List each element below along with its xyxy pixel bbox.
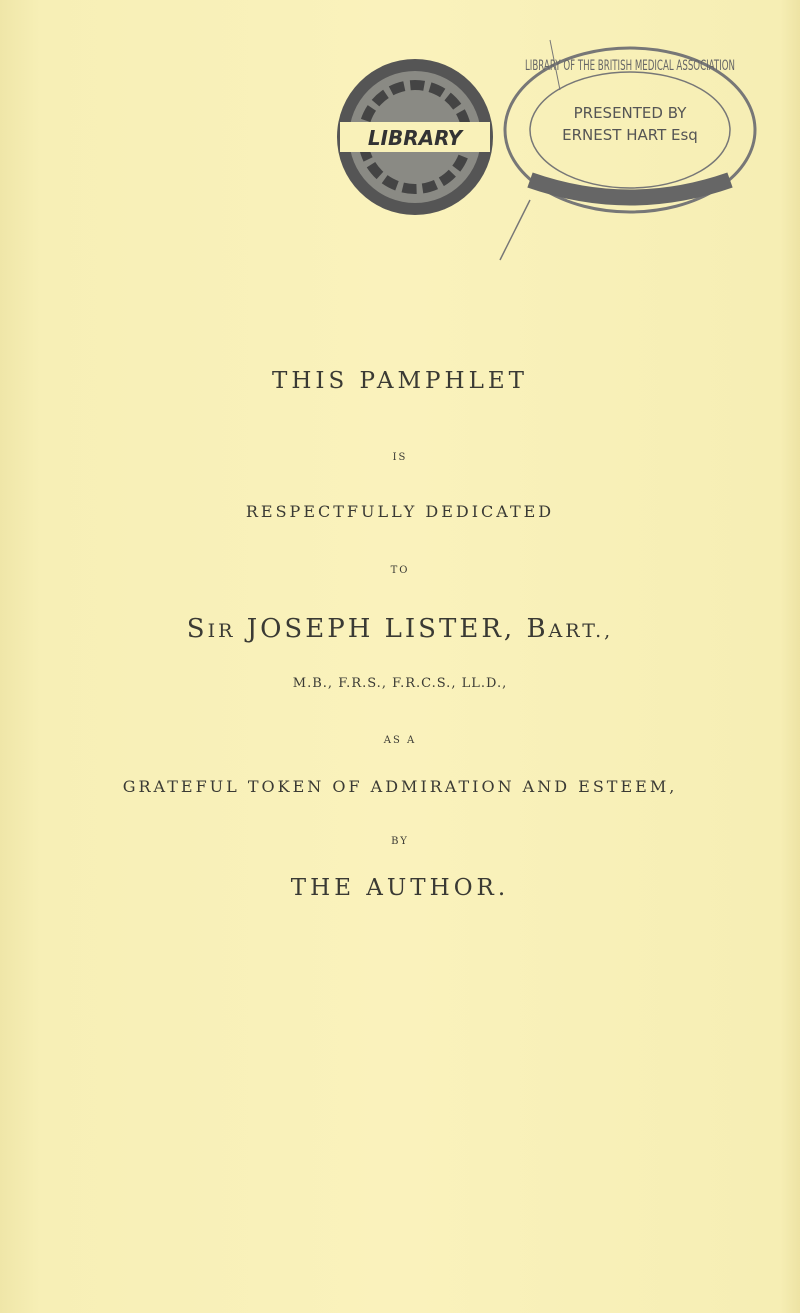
dedication-line-respectfully: RESPECTFULLY DEDICATED bbox=[245, 502, 555, 521]
presented-stamp-ring-text: LIBRARY OF THE BRITISH MEDICAL ASSOCIATION bbox=[525, 58, 735, 74]
name-suffix-cap: B bbox=[526, 614, 549, 644]
dedication-line-as-a: AS A bbox=[383, 735, 417, 746]
presented-stamp-line1: PRESENTED BY bbox=[573, 104, 687, 122]
dedication-line-author: THE AUTHOR. bbox=[290, 875, 510, 901]
dedication-line-to: TO bbox=[390, 565, 410, 576]
library-stamp-text: LIBRARY bbox=[367, 126, 463, 150]
name-prefix-cap: S bbox=[186, 614, 208, 644]
dedicatee-name bbox=[0, 614, 800, 644]
name-prefix-rest: IR bbox=[207, 620, 236, 642]
dedication-line-by: BY bbox=[391, 836, 409, 847]
dedication-line-pamphlet: THIS PAMPHLET bbox=[271, 368, 528, 394]
dedication-line-is: IS bbox=[392, 452, 408, 463]
name-main: JOSEPH LISTER, bbox=[246, 614, 516, 644]
library-stamp bbox=[334, 56, 496, 218]
presented-stamp-line2: ERNEST HART Esq bbox=[562, 126, 698, 144]
presented-by-stamp bbox=[490, 30, 770, 270]
dedicatee-degrees: M.B., F.R.S., F.R.C.S., LL.D., bbox=[292, 676, 508, 691]
name-suffix-rest: ART., bbox=[548, 620, 614, 642]
dedication-line-grateful: GRATEFUL TOKEN OF ADMIRATION AND ESTEEM, bbox=[122, 777, 678, 796]
